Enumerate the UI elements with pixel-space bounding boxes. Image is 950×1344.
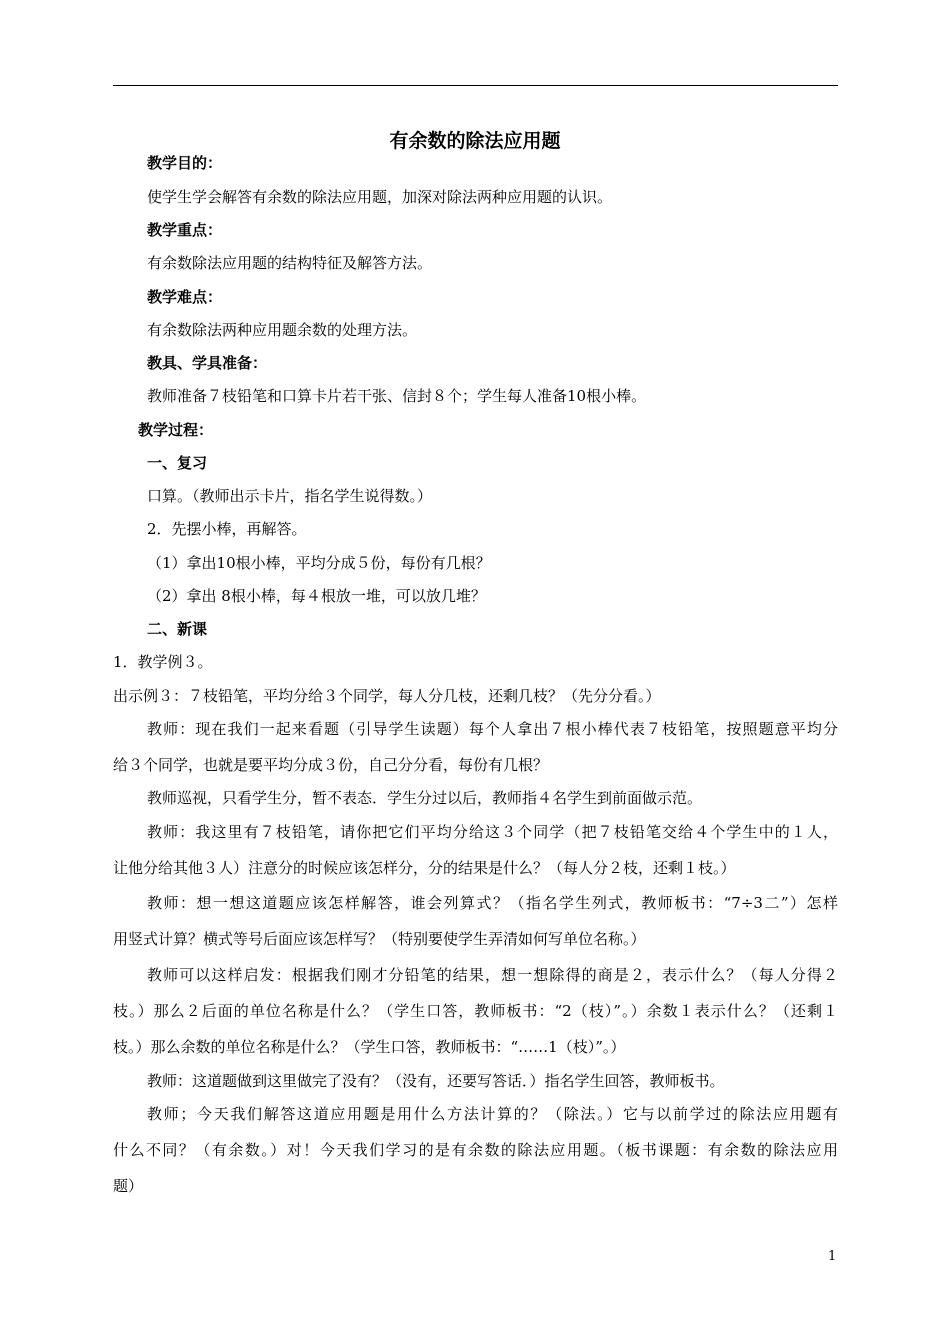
review-item-1: 口算。（教师出示卡片，指名学生说得数。） — [147, 487, 433, 505]
process-heading: 教学过程： — [138, 421, 214, 439]
paragraph-1b: 给３个同学，也就是要平均分成３份，自己分分看，每份有几根？ — [113, 756, 549, 774]
preparation-heading: 教具、学具准备： — [147, 354, 268, 372]
paragraph-5a: 教师可以这样启发：根据我们刚才分铅笔的结果，想一想除得的商是２，表示什么？（每人分得２ — [147, 966, 838, 984]
paragraph-4b: 用竖式计算？横式等号后面应该怎样写？（特别要使学生弄清如何写单位名称。） — [113, 930, 646, 948]
preparation-text: 教师准备７枝铅笔和口算卡片若干张、信封８个；学生每人准备10根小棒。 — [147, 387, 647, 405]
review-item-2: 2．先摆小棒，再解答。 — [147, 520, 307, 538]
paragraph-1a: 教师：现在我们一起来看题（引导学生读题）每个人拿出７根小棒代表７枝铅笔，按照题意平均分 — [147, 720, 838, 738]
page-number: 1 — [828, 1249, 837, 1264]
example-statement: 出示例３：７枝铅笔，平均分给３个同学，每人分几枝，还剩几枝？（先分分看。） — [113, 687, 661, 705]
paragraph-6: 教师：这道题做到这里做完了没有？（没有，还要写答话．）指名学生回答，教师板书。 — [147, 1072, 725, 1090]
paragraph-2: 教师巡视，只看学生分，暂不表态．学生分过以后，教师指４名学生到前面做示范。 — [147, 789, 703, 807]
key-point-heading: 教学重点： — [147, 221, 223, 239]
paragraph-5b: 枝。）那么２后面的单位名称是什么？（学生口答，教师板书：“2（枝）”。）余数１表示什么？（还剩１ — [113, 1002, 838, 1020]
header-rule — [113, 85, 838, 86]
document-title: 有余数的除法应用题 — [389, 130, 561, 152]
paragraph-3a: 教师：我这里有７枝铅笔，请你把它们平均分给这３个同学（把７枝铅笔交给４个学生中的１人， — [147, 823, 838, 841]
paragraph-4a: 教师：想一想这道题应该怎样解答，谁会列算式？（指名学生列式，教师板书：“7÷3二”）怎样 — [147, 894, 838, 912]
paragraph-7a: 教师；今天我们解答这道应用题是用什么方法计算的？（除法。）它与以前学过的除法应用题有 — [147, 1105, 838, 1123]
goal-heading: 教学目的： — [147, 154, 223, 172]
paragraph-7b: 什么不同？（有余数。）对！今天我们学习的是有余数的除法应用题。（板书课题：有余数的除法应用 — [113, 1141, 838, 1159]
paragraph-7c: 题） — [113, 1177, 144, 1195]
review-item-2a: （1）拿出10根小棒，平均分成５份，每份有几根？ — [147, 554, 491, 572]
new-lesson-item-1: 1．教学例３。 — [113, 653, 213, 671]
difficulty-text: 有余数除法两种应用题余数的处理方法。 — [147, 321, 418, 339]
new-lesson-heading: 二、新课 — [147, 620, 208, 638]
paragraph-5c: 枝。）那么余数的单位名称是什么？（学生口答，教师板书：“……1（枝）”。） — [113, 1038, 626, 1056]
goal-text: 使学生学会解答有余数的除法应用题，加深对除法两种应用题的认识。 — [147, 188, 613, 206]
review-item-2b: （2）拿出 8根小棒，每４根放一堆，可以放几堆？ — [147, 587, 486, 605]
review-heading: 一、复习 — [147, 454, 208, 472]
key-point-text: 有余数除法应用题的结构特征及解答方法。 — [147, 254, 433, 272]
paragraph-3b: 让他分给其他３人）注意分的时候应该怎样分，分的结果是什么？（每人分２枝，还剩１枝。） — [113, 859, 736, 877]
difficulty-heading: 教学难点： — [147, 288, 223, 306]
